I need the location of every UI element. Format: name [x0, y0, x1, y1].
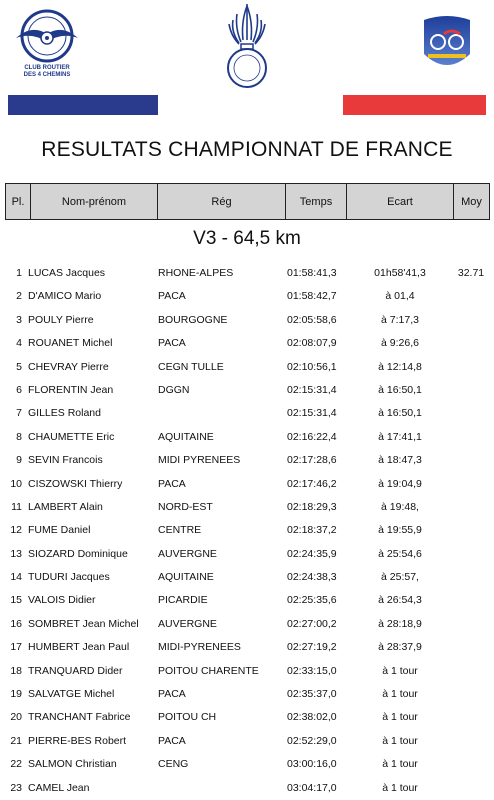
name-cell: TRANCHANT Fabrice: [28, 711, 131, 724]
region-cell: CEGN TULLE: [158, 360, 224, 373]
table-row: [0, 777, 494, 800]
time-cell: 02:17:28,6: [287, 454, 337, 467]
table-row: [0, 613, 494, 636]
region-cell: NORD-EST: [158, 500, 213, 513]
region-cell: CENG: [158, 758, 189, 771]
table-row: [0, 285, 494, 308]
place-cell: 4: [16, 337, 22, 350]
name-cell: TUDURI Jacques: [28, 571, 110, 584]
gap-cell: à 1 tour: [382, 688, 418, 701]
place-cell: 2: [16, 290, 22, 303]
place-cell: 1: [16, 267, 22, 279]
time-cell: 02:18:29,3: [287, 500, 337, 513]
grenade-emblem-icon: [219, 2, 275, 92]
time-cell: 02:33:15,0: [287, 664, 337, 677]
gap-cell: 01h58'41,3: [374, 267, 426, 279]
name-cell: SALVATGE Michel: [28, 688, 115, 701]
table-row: [0, 496, 494, 519]
club-emblem-icon: [12, 8, 82, 64]
gap-cell: à 01,4: [385, 290, 415, 303]
col-header-pl: Pl.: [6, 184, 31, 220]
cyclisme-logo-icon: [418, 14, 476, 74]
name-cell: FLORENTIN Jean: [28, 383, 114, 396]
club-name-line2: DES 4 CHEMINS: [23, 72, 71, 78]
name-cell: CISZOWSKI Thierry: [28, 477, 123, 490]
gap-cell: à 7:17,3: [381, 313, 419, 326]
blue-band: [8, 95, 158, 115]
name-cell: TRANQUARD Dider: [28, 664, 123, 677]
name-cell: SIOZARD Dominique: [28, 547, 128, 560]
name-cell: CHAUMETTE Eric: [28, 430, 115, 443]
club-name-line1: CLUB ROUTIER: [24, 65, 70, 71]
table-row: [0, 449, 494, 472]
name-cell: SALMON Christian: [28, 758, 117, 771]
place-cell: 22: [10, 758, 22, 771]
gap-cell: à 28:37,9: [378, 641, 422, 654]
club-logo: [12, 8, 82, 82]
gap-cell: à 28:18,9: [378, 617, 422, 630]
name-cell: VALOIS Didier: [28, 594, 96, 607]
table-row: [0, 730, 494, 753]
name-cell: POULY Pierre: [28, 313, 94, 326]
place-cell: 19: [10, 688, 22, 701]
place-cell: 11: [11, 500, 22, 513]
place-cell: 6: [16, 383, 22, 396]
table-row: [0, 753, 494, 776]
time-cell: 02:27:00,2: [287, 617, 337, 630]
region-cell: PICARDIE: [158, 594, 208, 607]
name-cell: LAMBERT Alain: [28, 500, 103, 513]
name-cell: D'AMICO Mario: [28, 290, 102, 303]
table-row: [0, 683, 494, 706]
time-cell: 03:00:16,0: [287, 758, 337, 771]
place-cell: 16: [10, 617, 22, 630]
gap-cell: à 18:47,3: [378, 454, 422, 467]
time-cell: 02:17:46,2: [287, 477, 337, 490]
col-header-ecart: Ecart: [347, 184, 454, 220]
gap-cell: à 25:54,6: [378, 547, 422, 560]
col-header-moy: Moy: [454, 184, 490, 220]
place-cell: 14: [10, 571, 22, 584]
place-cell: 15: [10, 594, 22, 607]
gap-cell: à 26:54,3: [378, 594, 422, 607]
region-cell: AUVERGNE: [158, 617, 217, 630]
red-band: [343, 95, 486, 115]
page-title: RESULTATS CHAMPIONNAT DE FRANCE: [41, 138, 453, 161]
place-cell: 3: [16, 313, 22, 326]
place-cell: 13: [10, 547, 22, 560]
gap-cell: à 19:04,9: [378, 477, 422, 490]
average-cell: 32.71: [457, 267, 485, 279]
gap-cell: à 1 tour: [382, 758, 418, 771]
place-cell: 18: [10, 664, 22, 677]
time-cell: 02:08:07,9: [287, 337, 337, 350]
table-row: [0, 566, 494, 589]
table-row: [0, 660, 494, 683]
name-cell: LUCAS Jacques: [28, 267, 106, 279]
gap-cell: à 19:48,: [381, 500, 419, 513]
name-cell: SOMBRET Jean Michel: [28, 617, 139, 630]
table-row: [0, 636, 494, 659]
name-cell: ROUANET Michel: [28, 337, 113, 350]
table-row: [0, 332, 494, 355]
time-cell: 02:15:31,4: [287, 383, 337, 396]
gap-cell: à 25:57,: [381, 571, 419, 584]
place-cell: 10: [10, 477, 22, 490]
region-cell: POITOU CH: [158, 711, 217, 724]
region-cell: AQUITAINE: [158, 571, 214, 584]
region-cell: PACA: [158, 477, 186, 490]
col-header-name: Nom-prénom: [31, 184, 158, 220]
gap-cell: à 12:14,8: [378, 360, 422, 373]
gap-cell: à 17:41,1: [378, 430, 422, 443]
place-cell: 8: [16, 430, 22, 443]
region-cell: PACA: [158, 688, 186, 701]
name-cell: SEVIN Francois: [28, 454, 103, 467]
table-row: [0, 473, 494, 496]
table-row: [0, 543, 494, 566]
table-row: [0, 706, 494, 729]
region-cell: PACA: [158, 734, 186, 747]
name-cell: FUME Daniel: [28, 524, 91, 537]
name-cell: PIERRE-BES Robert: [28, 734, 127, 747]
table-row: [0, 426, 494, 449]
gap-cell: à 16:50,1: [378, 383, 422, 396]
time-cell: 02:35:37,0: [287, 688, 337, 701]
region-cell: AQUITAINE: [158, 430, 214, 443]
time-cell: 02:24:35,9: [287, 547, 337, 560]
time-cell: 02:05:58,6: [287, 313, 337, 326]
place-cell: 12: [10, 524, 22, 537]
region-cell: PACA: [158, 337, 186, 350]
gap-cell: à 1 tour: [382, 711, 418, 724]
name-cell: CHEVRAY Pierre: [28, 360, 109, 373]
table-row: [0, 379, 494, 402]
table-row: [0, 519, 494, 542]
time-cell: 02:18:37,2: [287, 524, 337, 537]
gap-cell: à 1 tour: [382, 734, 418, 747]
time-cell: 02:52:29,0: [287, 734, 337, 747]
time-cell: 02:38:02,0: [287, 711, 337, 724]
place-cell: 20: [10, 711, 22, 724]
region-cell: CENTRE: [158, 524, 202, 537]
place-cell: 7: [16, 407, 22, 420]
place-cell: 17: [10, 641, 22, 654]
gap-cell: à 1 tour: [382, 664, 418, 677]
region-cell: POITOU CHARENTE: [158, 664, 259, 677]
time-cell: 02:10:56,1: [287, 360, 337, 373]
region-cell: MIDI PYRENEES: [158, 454, 241, 467]
gap-cell: à 16:50,1: [378, 407, 422, 420]
region-cell: PACA: [158, 290, 186, 303]
category-title: V3 - 64,5 km: [193, 228, 301, 249]
col-header-temps: Temps: [286, 184, 347, 220]
time-cell: 02:15:31,4: [287, 407, 337, 420]
table-row: [0, 402, 494, 425]
time-cell: 02:25:35,6: [287, 594, 337, 607]
region-cell: DGGN: [158, 383, 190, 396]
region-cell: RHONE-ALPES: [158, 267, 234, 279]
time-cell: 02:27:19,2: [287, 641, 337, 654]
table-row: [0, 589, 494, 612]
table-row: [0, 309, 494, 332]
gap-cell: à 9:26,6: [381, 337, 419, 350]
region-cell: BOURGOGNE: [158, 313, 228, 326]
place-cell: 5: [16, 360, 22, 373]
table-row: [0, 262, 494, 285]
name-cell: HUMBERT Jean Paul: [28, 641, 130, 654]
time-cell: 02:16:22,4: [287, 430, 337, 443]
place-cell: 21: [10, 734, 22, 747]
time-cell: 01:58:41,3: [287, 267, 337, 279]
place-cell: 23: [10, 781, 22, 794]
gap-cell: à 19:55,9: [378, 524, 422, 537]
results-header: [5, 183, 490, 220]
time-cell: 01:58:42,7: [287, 290, 337, 303]
name-cell: CAMEL Jean: [28, 781, 90, 794]
table-row: [0, 356, 494, 379]
time-cell: 03:04:17,0: [287, 781, 337, 794]
results-list: [0, 262, 494, 800]
place-cell: 9: [16, 454, 22, 467]
name-cell: GILLES Roland: [28, 407, 101, 420]
region-cell: AUVERGNE: [158, 547, 217, 560]
gap-cell: à 1 tour: [382, 781, 418, 794]
col-header-reg: Rég: [158, 184, 286, 220]
time-cell: 02:24:38,3: [287, 571, 337, 584]
region-cell: MIDI-PYRENEES: [158, 641, 241, 654]
